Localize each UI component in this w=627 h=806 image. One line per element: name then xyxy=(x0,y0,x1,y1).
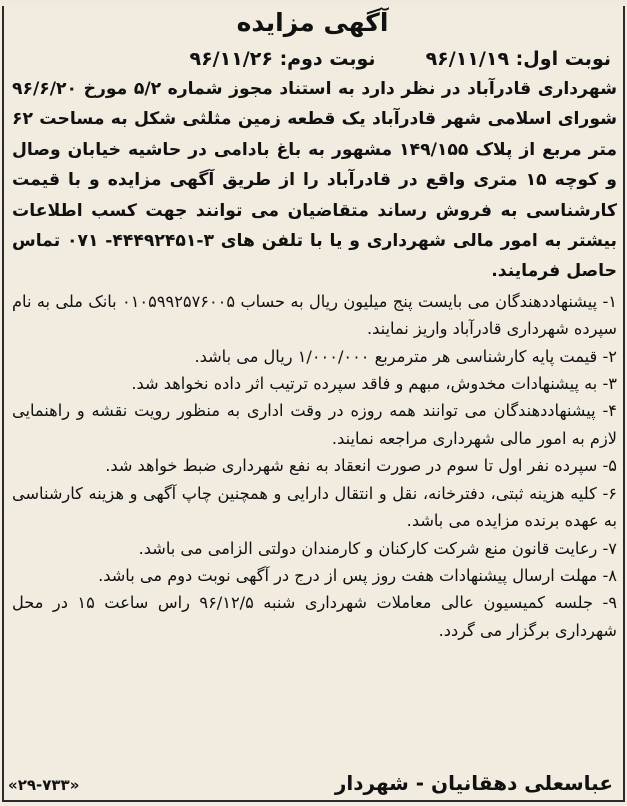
condition-item-8: ۸- مهلت ارسال پیشنهادات هفت روز پس از درج در آگهی نوبت دوم می باشد. xyxy=(98,565,617,585)
notice-title: آگهی مزایده xyxy=(236,8,389,37)
condition-item-6: ۶- کلیه هزینه ثبتی، دفترخانه، نقل و انتقال دارایی و همچنین چاپ آگهی و هزینه کارشناسی به عهده برنده مزایده می باشد. xyxy=(12,483,617,531)
second-turn xyxy=(189,44,375,74)
notice-intro-paragraph: شهرداری قادرآباد در نظر دارد به استناد مجوز شماره ۵/۲ مورخ ۹۶/۶/۲۰ شورای اسلامی شهر قادرآباد یک قطعه زمین مثلثی شکل به مساحت ۶۲ متر مربع از پلاک ۱۴۹/۱۵۵ مشهور به باغ بادامی در حاشیه خیابان وصال و کوچه ۱۵ متری واقع در قادرآباد را از طریق آگهی مزایده و با قیمت کارشناسی به فروش رساند متقاضیان می توانند جهت کسب اطلاعات بیشتر به امور مالی شهرداری و یا با تلفن های ۳-۴۴۴۹۲۴۵۱- ۰۷۱ تماس حاصل فرمایند. xyxy=(12,79,618,282)
condition-item-3: ۳- به پیشنهادات مخدوش، مبهم و فاقد سپرده ترتیب اثر داده نخواهد شد. xyxy=(131,374,617,394)
second-turn-date: ۹۶/۱۱/۲۶ xyxy=(189,48,273,70)
ad-code: «۲۹-۷۳۳» xyxy=(8,776,80,794)
first-turn-label: نوبت اول: xyxy=(515,48,611,70)
condition-item-1: ۱- پیشنهاددهندگان می بایست پنج میلیون ریال به حساب ۰۱۰۵۹۹۲۵۷۶۰۰۵ بانک ملی به نام سپرده شهرداری قادرآباد واریز نمایند. xyxy=(12,291,617,339)
condition-item-7: ۷- رعایت قانون منع شرکت کارکنان و کارمندان دولتی الزامی می باشد. xyxy=(138,538,617,558)
first-turn xyxy=(426,44,611,74)
notice-footer xyxy=(8,768,613,798)
second-turn-label: نوبت دوم: xyxy=(279,48,376,70)
condition-item-9: ۹- جلسه کمیسیون عالی معاملات شهرداری شنبه ۹۶/۱۲/۵ راس ساعت ۱۵ در محل شهرداری برگزار می گردد. xyxy=(12,593,618,640)
publication-turns xyxy=(8,44,617,74)
first-turn-date: ۹۶/۱۱/۱۹ xyxy=(425,48,510,70)
auction-notice-page xyxy=(0,6,627,806)
mayor-signature: عباسعلی دهقانیان - شهردار xyxy=(334,771,613,795)
condition-item-5: ۵- سپرده نفر اول تا سوم در صورت انعقاد به نفع شهرداری ضبط خواهد شد. xyxy=(105,456,617,476)
conditions-list xyxy=(8,288,617,644)
condition-item-2: ۲- قیمت پایه کارشناسی هر مترمربع ۱/۰۰۰/۰۰۰ ریال می باشد. xyxy=(194,346,617,366)
condition-item-4: ۴- پیشنهاددهندگان می توانند همه روزه در وقت اداری به منظور رویت نقشه و راهنمایی لازم به امور مالی شهرداری مراجعه نمایند. xyxy=(12,401,617,448)
